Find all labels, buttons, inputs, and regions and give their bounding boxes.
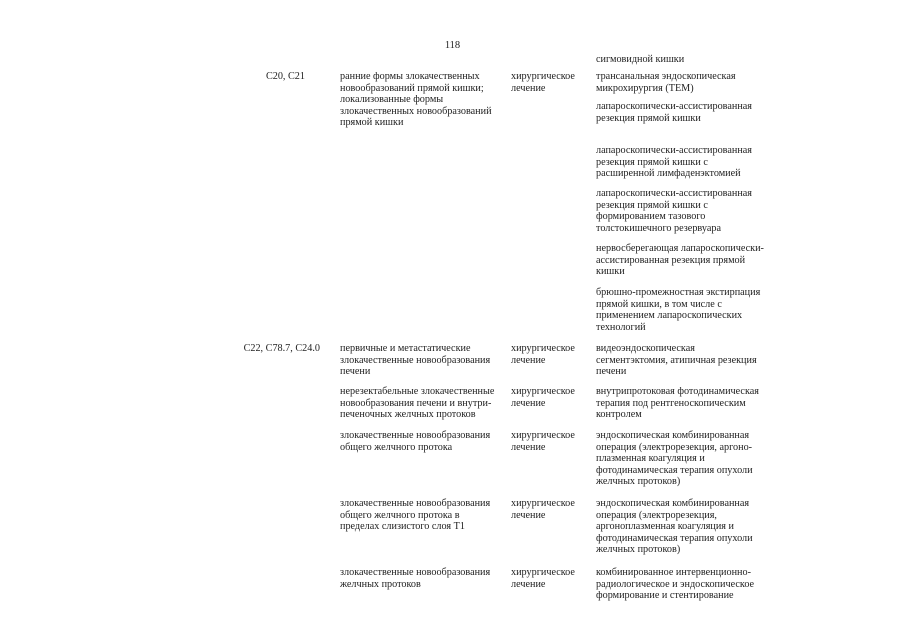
row-method — [596, 343, 796, 378]
text-line: пределах слизистого слоя T1 — [340, 521, 465, 533]
row-method — [596, 188, 796, 234]
text-line: лечение — [511, 354, 546, 366]
text-line: прямой кишки, в том числе с — [596, 298, 722, 310]
continuation-text — [596, 54, 796, 66]
text-line: расширенной лимфаденэктомией — [596, 168, 741, 180]
text-line: злокачественных новообразований — [340, 105, 492, 117]
text-line: резекция прямой кишки с — [596, 156, 708, 168]
row-treatment — [511, 71, 591, 94]
text-line: желчных протоков) — [596, 476, 681, 488]
text-line: аргоноплазменная коагуляция и — [596, 521, 734, 533]
text-line: злокачественные новообразования — [340, 498, 491, 509]
text-line: желчных протоков — [340, 578, 421, 590]
text-line: резекция прямой кишки с — [596, 199, 708, 211]
row-code: C20, C21 — [265, 71, 305, 82]
text-line: лечение — [511, 578, 546, 590]
text-line: сегментэктомия, атипичная резекция — [596, 354, 757, 366]
text-line: злокачественные новообразования — [340, 354, 491, 366]
row-treatment — [511, 567, 591, 590]
text-line: контролем — [596, 409, 642, 421]
text-line: желчных протоков) — [596, 544, 681, 556]
text-line: кишки — [596, 266, 625, 278]
text-line: лапароскопически-ассистированная — [596, 188, 752, 199]
text-line: печеночных желчных протоков — [340, 409, 476, 421]
text-line: толстокишечного резервуара — [596, 222, 721, 234]
row-treatment — [511, 430, 591, 453]
text-line: эндоскопическая комбинированная — [596, 430, 750, 441]
text-line: хирургическое — [511, 71, 575, 82]
row-treatment — [511, 343, 591, 366]
row-diagnosis — [340, 430, 510, 453]
text-line: применением лапароскопических — [596, 310, 743, 322]
text-line: лечение — [511, 82, 546, 94]
text-line: нервосберегающая лапароскопически- — [596, 243, 764, 254]
text-line: фотодинамическая терапия опухоли — [596, 532, 753, 544]
text-line: микрохирургия (TEM) — [596, 82, 694, 94]
text-line: лапароскопически-ассистированная — [596, 101, 752, 112]
text-line: общего желчного протока — [340, 441, 453, 453]
row-code: C22, C78.7, C24.0 — [243, 343, 320, 354]
row-method — [596, 145, 796, 180]
text-line: резекция прямой кишки — [596, 112, 701, 124]
text-line: хирургическое — [511, 430, 575, 441]
text-line: ассистированная резекция прямой — [596, 254, 746, 266]
text-line: общего желчного протока в — [340, 509, 460, 521]
text-line: терапия под рентгеноскопическим — [596, 397, 746, 409]
text-line: локализованные формы — [340, 94, 444, 106]
text-line: злокачественные новообразования — [340, 430, 491, 441]
text-line: хирургическое — [511, 567, 575, 578]
row-method — [596, 243, 796, 278]
row-diagnosis — [340, 567, 510, 590]
text-line: первичные и метастатические — [340, 343, 471, 354]
row-method — [596, 498, 796, 556]
text-line: брюшно-промежностная экстирпация — [596, 287, 761, 298]
text-line: радиологическое и эндоскопическое — [596, 578, 755, 590]
text-line: эндоскопическая комбинированная — [596, 498, 750, 509]
text-line: трансанальная эндоскопическая — [596, 71, 736, 82]
text-line: видеоэндоскопическая — [596, 343, 695, 354]
row-method — [596, 101, 796, 124]
row-diagnosis — [340, 343, 510, 378]
text-line: нерезектабельные злокачественные — [340, 386, 495, 397]
row-diagnosis — [340, 498, 510, 533]
row-method — [596, 287, 796, 333]
text-line: лечение — [511, 441, 546, 453]
row-diagnosis — [340, 71, 510, 129]
row-method — [596, 386, 796, 421]
text-line: печени — [596, 366, 627, 378]
text-line: операция (электрорезекция, — [596, 509, 717, 521]
text-line: новообразования печени и внутри- — [340, 397, 492, 409]
text-line: операция (электрорезекция, аргоно- — [596, 441, 753, 453]
text-line: плазменная коагуляция и — [596, 453, 705, 465]
text-line: формирование и стентирование — [596, 590, 734, 602]
text-line: формированием тазового — [596, 211, 706, 223]
text-line: хирургическое — [511, 498, 575, 509]
text-line: технологий — [596, 321, 646, 333]
text-line: комбинированное интервенционно- — [596, 567, 751, 578]
text-line: новообразований прямой кишки; — [340, 82, 484, 94]
text-line: внутрипротоковая фотодинамическая — [596, 386, 759, 397]
row-method — [596, 71, 796, 94]
text-line: лапароскопически-ассистированная — [596, 145, 752, 156]
text-line: ранние формы злокачественных — [340, 71, 480, 82]
text-line: лечение — [511, 397, 546, 409]
row-method — [596, 567, 796, 602]
text-line: хирургическое — [511, 386, 575, 397]
row-treatment — [511, 386, 591, 409]
page-number: 118 — [444, 40, 461, 51]
row-method — [596, 430, 796, 488]
row-treatment — [511, 498, 591, 521]
text-line: фотодинамическая терапия опухоли — [596, 464, 753, 476]
text-line: злокачественные новообразования — [340, 567, 491, 578]
text-line: прямой кишки — [340, 117, 404, 129]
text-line: печени — [340, 366, 371, 378]
text-line: хирургическое — [511, 343, 575, 354]
text-line: лечение — [511, 509, 546, 521]
row-diagnosis — [340, 386, 510, 421]
text-line: сигмовидной кишки — [596, 54, 685, 65]
